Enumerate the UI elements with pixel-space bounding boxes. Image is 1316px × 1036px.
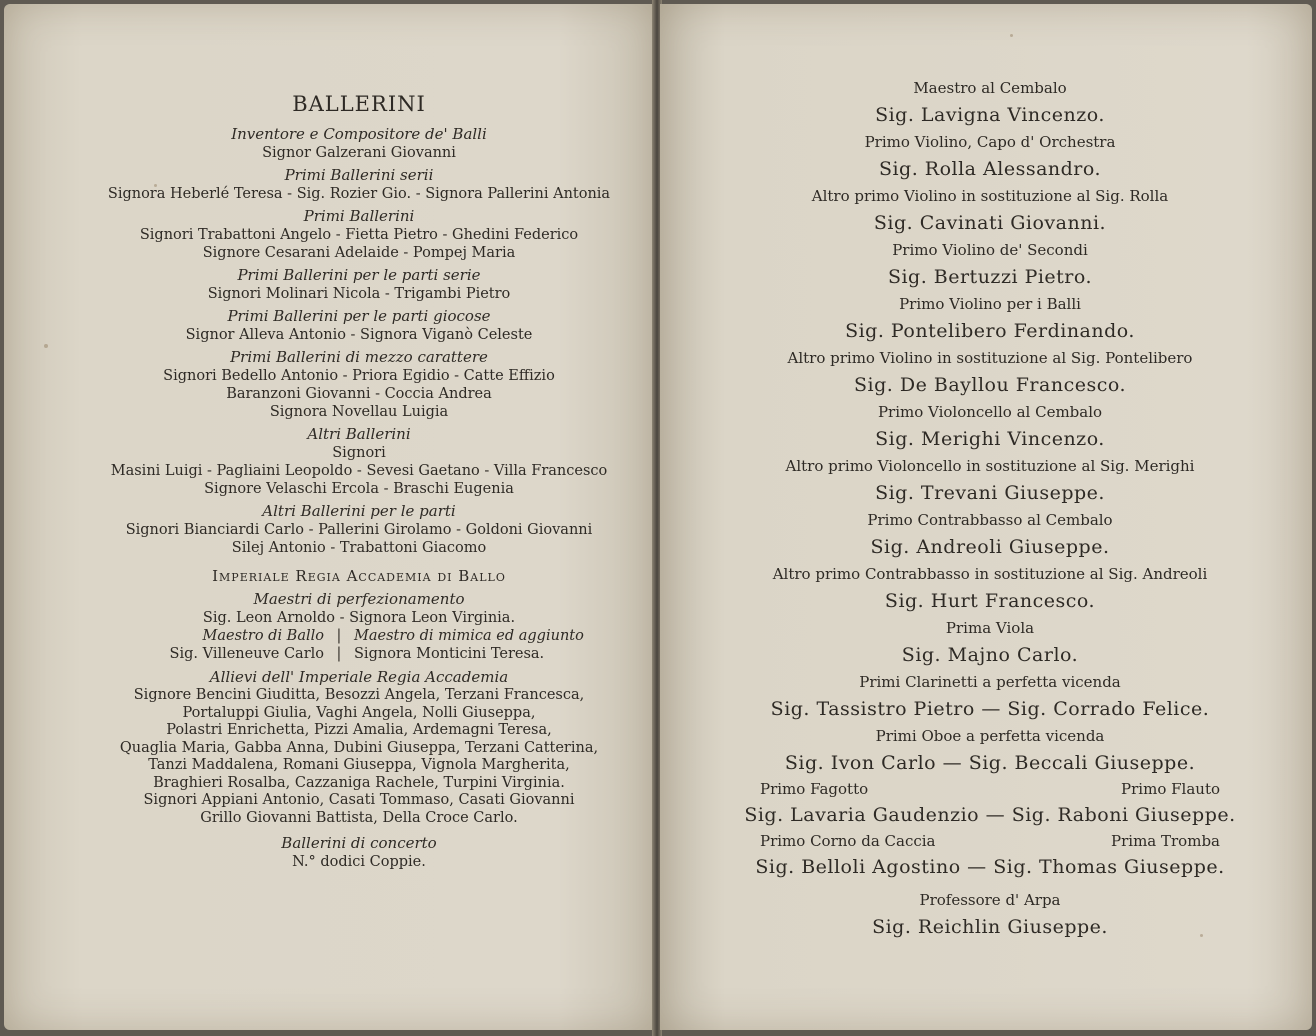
orchestra-role: Prima Viola <box>945 619 1035 637</box>
orchestra-role: Altro primo Violino in sostituzione al Sig. Pontelibero <box>787 349 1193 367</box>
orchestra-member: Sig. Merighi Vincenzo. <box>875 428 1105 450</box>
orchestra-member: Sig. Rolla Alessandro. <box>878 158 1102 180</box>
tromba-role: Prima Tromba <box>1111 832 1220 850</box>
section-names: Signora Heberlé Teresa - Sig. Rozier Gio. - Signora Pallerini Antonia <box>107 186 611 202</box>
orchestra-role: Primo Violino de' Secondi <box>892 241 1088 259</box>
section-role: Primi Ballerini di mezzo carattere <box>230 348 488 366</box>
orchestra-role: Primi Oboe a perfetta vicenda <box>875 727 1105 745</box>
corno-role: Primo Corno da Caccia <box>760 832 936 850</box>
corno-tromba-roles <box>690 830 1290 852</box>
section-names: Signor Alleva Antonio - Signora Viganò Celeste <box>185 327 533 343</box>
section-names: Baranzoni Giovanni - Coccia Andrea <box>226 386 492 402</box>
ballerini-section <box>84 124 634 162</box>
section-names: Signora Novellau Luigia <box>269 404 449 420</box>
ballerini-section <box>84 165 634 203</box>
section-names: Masini Luigi - Pagliaini Leopoldo - Sevesi Gaetano - Villa Francesco <box>110 463 608 479</box>
section-role: Primi Ballerini <box>303 207 415 225</box>
academy-title: Imperiale Regia Accademia di Ballo <box>212 567 506 585</box>
perfezionamento-role: Maestri di perfezionamento <box>253 590 465 608</box>
corno-tromba-names: Sig. Belloli Agostino — Sig. Thomas Giuseppe. <box>755 856 1225 878</box>
section-names: Signori Trabattoni Angelo - Fietta Pietro - Ghedini Federico <box>139 227 579 243</box>
ballerini-sections <box>84 124 634 557</box>
ballerini-section <box>84 424 634 498</box>
section-names: Signori Bianciardi Carlo - Pallerini Girolamo - Goldoni Giovanni <box>125 522 593 538</box>
maestro-mimica <box>354 627 614 663</box>
section-names: Signori Molinari Nicola - Trigambi Pietro <box>207 286 511 302</box>
arpa-role: Professore d' Arpa <box>919 891 1061 909</box>
right-page <box>660 4 1312 1030</box>
orchestra-role: Primo Contrabbasso al Cembalo <box>867 511 1113 529</box>
column-separator: | | <box>336 628 342 662</box>
section-role: Altri Ballerini <box>307 425 411 443</box>
orchestra-member: Sig. Trevani Giuseppe. <box>875 482 1105 504</box>
fagotto-flauto-names: Sig. Lavaria Gaudenzio — Sig. Raboni Giuseppe. <box>744 804 1236 826</box>
orchestra-role: Altro primo Violino in sostituzione al Sig. Rolla <box>811 187 1169 205</box>
maestro-ballo <box>104 627 324 663</box>
allievi-line: Braghieri Rosalba, Cazzaniga Rachele, Turpini Virginia. <box>153 774 565 791</box>
section-role: Primi Ballerini per le parti giocose <box>227 307 491 325</box>
orchestra-member: Sig. Hurt Francesco. <box>884 590 1096 612</box>
orchestra-role: Altro primo Contrabbasso in sostituzione al Sig. Andreoli <box>772 565 1208 583</box>
allievi-line: Quaglia Maria, Gabba Anna, Dubini Giuseppa, Terzani Catterina, <box>119 739 599 756</box>
concerto-names: N.° dodici Coppie. <box>292 854 426 870</box>
section-names: Signori <box>332 445 386 461</box>
section-role: Inventore e Compositore de' Balli <box>231 125 487 143</box>
section-role: Altri Ballerini per le parti <box>262 502 456 520</box>
ballerini-section <box>84 501 634 557</box>
section-names: Signore Velaschi Ercola - Braschi Eugenia <box>204 481 514 497</box>
orchestra-member: Sig. De Bayllou Francesco. <box>854 374 1126 396</box>
fagotto-flauto-roles <box>690 778 1290 800</box>
fagotto-role: Primo Fagotto <box>760 780 869 798</box>
page-title: BALLERINI <box>292 92 426 116</box>
right-column <box>690 76 1290 942</box>
section-names: Silej Antonio - Trabattoni Giacomo <box>231 540 487 556</box>
allievi-line: Tanzi Maddalena, Romani Giuseppa, Vignola Margherita, <box>148 757 570 773</box>
perfezionamento-names: Sig. Leon Arnoldo - Signora Leon Virginia. <box>202 610 516 626</box>
orchestra-member: Sig. Andreoli Giuseppe. <box>870 536 1110 558</box>
maestro-ballo-role: Maestro di Ballo <box>202 628 324 644</box>
maestro-mimica-name: Signora Monticini Teresa. <box>354 646 545 662</box>
orchestra-member: Sig. Majno Carlo. <box>901 644 1079 666</box>
section-names: Signori Bedello Antonio - Priora Egidio - Catte Effizio <box>163 368 555 384</box>
arpa-name: Sig. Reichlin Giuseppe. <box>872 916 1108 938</box>
ballerini-section <box>84 206 634 262</box>
section-names: Signor Galzerani Giovanni <box>262 145 456 161</box>
ballerini-section <box>84 347 634 421</box>
left-column <box>84 92 634 871</box>
maestro-ballo-name: Sig. Villeneuve Carlo <box>169 646 324 662</box>
allievi-role: Allievi dell' Imperiale Regia Accademia <box>209 668 509 686</box>
orchestra-role: Primo Violino per i Balli <box>899 295 1081 313</box>
ballerini-section <box>84 265 634 303</box>
maestro-mimica-role: Maestro di mimica ed aggiunto <box>354 628 584 644</box>
orchestra-member: Sig. Ivon Carlo — Sig. Beccali Giuseppe. <box>784 752 1196 774</box>
orchestra-role: Primo Violoncello al Cembalo <box>877 403 1103 421</box>
allievi-line: Polastri Enrichetta, Pizzi Amalia, Ardemagni Teresa, <box>166 722 552 738</box>
orchestra-role: Altro primo Violoncello in sostituzione al Sig. Merighi <box>785 457 1195 475</box>
left-page <box>4 4 656 1030</box>
stain <box>44 344 48 348</box>
allievi-line: Grillo Giovanni Battista, Della Croce Carlo. <box>200 809 518 826</box>
orchestra-member: Sig. Cavinati Giovanni. <box>873 212 1107 234</box>
allievi-line: Signori Appiani Antonio, Casati Tommaso, Casati Giovanni <box>143 792 575 808</box>
orchestra-member: Sig. Bertuzzi Pietro. <box>887 266 1093 288</box>
section-role: Primi Ballerini serii <box>284 166 434 184</box>
flauto-role: Primo Flauto <box>1121 780 1220 798</box>
section-role: Primi Ballerini per le parti serie <box>237 266 481 284</box>
concerto-role: Ballerini di concerto <box>281 834 437 852</box>
allievi-list <box>84 687 634 827</box>
allievi-line: Signore Bencini Giuditta, Besozzi Angela, Terzani Francesca, <box>133 687 585 703</box>
orchestra-role: Primo Violino, Capo d' Orchestra <box>864 133 1116 151</box>
orchestra-role: Maestro al Cembalo <box>913 79 1067 97</box>
allievi-line: Portaluppi Giulia, Vaghi Angela, Nolli Giuseppa, <box>182 704 536 721</box>
orchestra-role: Primi Clarinetti a perfetta vicenda <box>859 673 1121 691</box>
maestri-two-column <box>84 627 634 663</box>
stain <box>1010 34 1013 37</box>
orchestra-member: Sig. Tassistro Pietro — Sig. Corrado Felice. <box>770 698 1210 720</box>
orchestra-entries <box>690 76 1290 778</box>
section-names: Signore Cesarani Adelaide - Pompej Maria <box>202 245 516 261</box>
orchestra-member: Sig. Pontelibero Ferdinando. <box>845 320 1135 342</box>
orchestra-member: Sig. Lavigna Vincenzo. <box>875 104 1105 126</box>
ballerini-section <box>84 306 634 344</box>
